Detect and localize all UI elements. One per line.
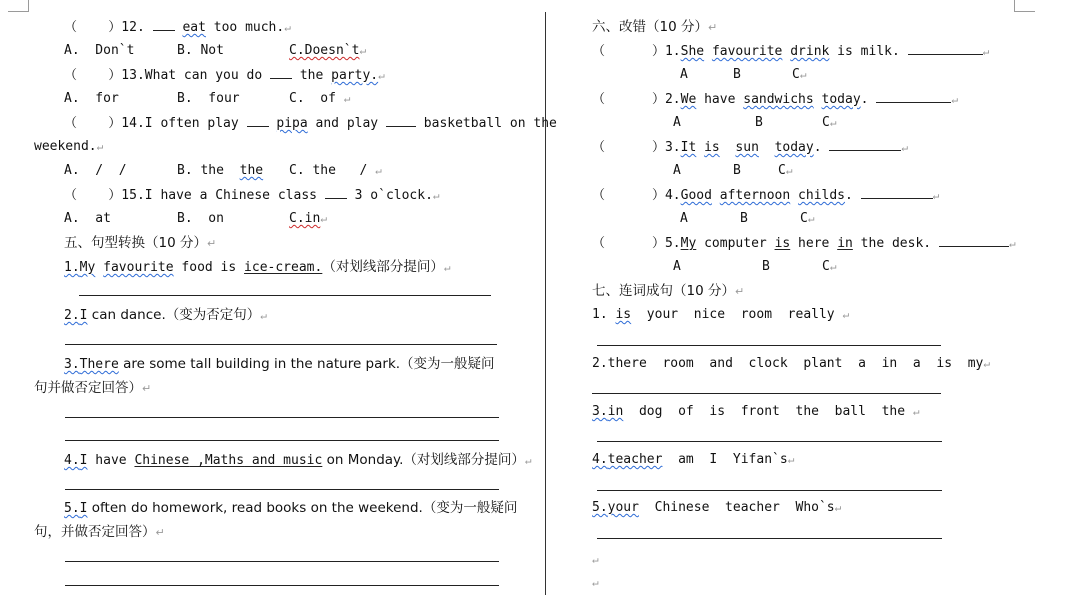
s6-5-label-a: A [673,259,681,274]
s6-1-label-b: B [733,67,741,82]
return-mark: ↵ [787,453,795,466]
q14-prefix: （ ）14.I often play [64,116,247,131]
section-7-title [592,283,744,300]
s5-5-line2-text: 句，并做否定回答） [34,524,156,540]
s5-3-w1: There [79,357,119,372]
return-mark: ↵ [592,576,599,589]
return-mark: ↵ [359,44,367,57]
s6-3-b: sun [735,140,759,155]
s6-3-sep [720,140,736,155]
q14-option-b [177,163,263,179]
answer-line[interactable] [65,344,497,345]
s5-4-mid: have [87,453,135,468]
s7-1-rest: your nice room really [631,307,843,322]
s6-item-5 [592,235,1016,252]
s6-3-sep [759,140,775,155]
s6-3-num: （ ）3. [592,140,681,155]
s7-2-num: 2. [592,356,608,371]
s6-1-a: She [680,44,705,59]
s6-3-sep [696,140,704,155]
s6-item-4 [592,187,939,204]
q13-option-c [289,91,350,107]
s6-2-b: sandwichs [743,92,814,107]
page-corner-mark [8,0,29,12]
s5-item-5 [64,500,517,517]
q12-option-c [289,43,366,59]
s6-3-rest: . [813,140,830,155]
s6-1-num: （ ）1. [592,44,681,59]
return-mark: ↵ [829,116,837,129]
s6-4-c: childs [798,188,846,203]
q12-blank [153,19,175,31]
q14-blank-1 [247,115,269,127]
s6-item-3 [592,139,908,156]
s5-1-note: （对划线部分提问） [322,259,444,275]
answer-line[interactable] [65,561,499,562]
s6-5-answer-blank[interactable] [939,235,1009,247]
answer-line[interactable] [65,585,499,586]
return-mark: ↵ [96,140,104,153]
s6-4-label-c-text: C [800,211,808,226]
s6-4-label-a: A [680,211,688,226]
s7-item-3 [592,404,920,420]
s6-2-c: today [821,92,861,107]
s6-1-label-a: A [680,67,688,82]
q14-option-a: A. / / [64,163,127,178]
q12-option-b: B. Not [177,43,224,58]
s7-item-4 [592,452,794,468]
s5-4-u3: and music [244,453,323,468]
q14-option-c-text: C. the / [289,163,368,178]
return-mark: ↵ [932,189,940,202]
s5-4-u1: Chinese [134,453,190,468]
s5-3-rest: are some tall building in the nature park.（变为一般疑问 [118,356,495,372]
s6-4-rest: . [845,188,861,203]
q14-middle: and play [307,116,386,131]
s5-5-w1: I [79,501,88,516]
return-mark: ↵ [983,357,990,370]
q14-continuation [34,139,103,155]
s6-5-sep: computer [696,236,775,251]
s6-3-c: today [774,140,814,155]
question-14 [64,115,557,132]
q14-option-b-text: B. the [177,163,224,178]
return-mark: ↵ [155,526,165,539]
q15-option-b: B. on [177,211,224,226]
s5-3-line2-text: 句并做否定回答） [34,380,142,396]
s6-2-label-b: B [755,115,763,130]
return-mark: ↵ [524,454,532,467]
s6-4-b: afternoon [719,188,791,203]
q12-prefix: （ ）12. [64,20,153,35]
q13-prefix: （ ）13.What can you do [64,68,271,83]
s7-3-rest: dog of is front the ball the [623,404,913,419]
s6-5-label-b: B [762,259,770,274]
q15-option-c [289,211,327,227]
q14-option-b-word: the [239,163,264,178]
return-mark: ↵ [901,141,908,154]
q13-option-b: B. four [177,91,240,106]
s6-3-a2: is [704,140,720,155]
s6-1-label-c [792,67,806,83]
s5-4-u2: ,Maths [189,453,245,468]
s7-1-num: 1. [592,307,608,322]
s5-1-target: ice-cream. [244,260,323,275]
s6-4-sep [790,188,798,203]
section-5-title-text: 五、句型转换（10 分） [64,235,207,251]
s7-item-1 [592,307,849,323]
q14-word: pipa [276,116,308,131]
answer-line[interactable] [65,489,499,490]
return-mark: ↵ [799,68,807,81]
s5-item-1 [64,259,450,276]
q13-option-a: A. for [64,91,119,106]
return-mark: ↵ [912,405,920,418]
s5-2-rest: can dance.（变为否定句） [87,307,261,323]
q13-option-c-text: C. of [289,91,336,106]
q14-option-c [289,163,382,179]
s6-5-a: My [680,236,697,251]
answer-line[interactable] [597,490,942,491]
s5-item-3 [64,356,495,373]
q13-word: party. [331,68,379,83]
q13-mid: the [292,68,332,83]
s7-5-first: your [607,500,639,515]
q14-rest: basketball on the [415,116,557,131]
s5-1-w1: My [79,260,96,275]
s6-4-label-b: B [740,211,748,226]
return-mark: ↵ [829,260,837,273]
return-mark: ↵ [443,261,451,274]
s6-item-2 [592,91,958,108]
return-mark: ↵ [785,164,793,177]
q13-blank [270,67,292,79]
question-13 [64,67,385,84]
s7-item-5 [592,500,841,516]
s6-3-a1: It [680,140,697,155]
s5-5-rest: often do homework, read books on the weekend.（变为一般疑问 [87,500,518,516]
return-mark: ↵ [320,212,327,225]
s7-4-rest: am I Yifan`s [662,452,788,467]
s6-3-answer-blank[interactable] [829,139,901,151]
s7-2-rest: room and clock plant a in a is my [646,356,984,371]
s7-1-first: is [615,307,632,322]
s6-4-label-c [800,211,814,227]
q12-word: eat [182,20,206,35]
s6-3-label-b: B [733,163,741,178]
return-mark: ↵ [982,45,990,58]
s7-item-2 [592,356,990,372]
s6-2-sep [814,92,822,107]
s6-5-label-c-text: C [822,259,830,274]
return-mark: ↵ [343,92,351,105]
q12-option-c-text: C.Doesn`t [289,43,360,58]
return-mark: ↵ [951,93,958,106]
s6-2-num: （ ）2. [592,92,681,107]
s5-1-w2: favourite [103,260,174,275]
answer-line[interactable] [597,441,942,442]
s6-3-label-c-text: C [778,163,786,178]
s6-5-b: is [774,236,791,251]
answer-line[interactable] [65,440,499,441]
s5-1-num: 1. [64,260,80,275]
s7-4-first: teacher [607,452,663,467]
return-mark: ↵ [834,501,842,514]
question-15 [64,187,440,204]
q15-option-a: A. at [64,211,111,226]
return-mark: ↵ [375,164,382,177]
column-divider [545,12,546,595]
s6-1-rest: is milk. [829,44,908,59]
answer-line[interactable] [597,345,941,346]
s6-2-a: We [680,92,697,107]
s5-item-5-line2 [34,524,165,541]
s7-3-num: 3. [592,404,608,419]
return-mark: ↵ [378,69,385,82]
s6-1-sep [704,44,712,59]
s6-2-label-c-text: C [822,115,830,130]
answer-line[interactable] [79,295,491,296]
return-mark: ↵ [432,189,440,202]
s5-4-rest: on Monday.（对划线部分提问） [322,452,525,468]
q15-prefix: （ ）15.I have a Chinese class [64,188,325,203]
return-mark: ↵ [842,308,850,321]
s6-1-c: drink [790,44,830,59]
s6-2-rest: . [860,92,877,107]
return-mark: ↵ [707,21,718,34]
question-12 [64,19,291,36]
answer-line[interactable] [65,417,499,418]
s6-1-b: favourite [711,44,783,59]
s6-1-label-c-text: C [792,67,800,82]
return-mark: ↵ [807,212,815,225]
return-mark: ↵ [142,382,152,395]
return-mark: ↵ [206,237,217,250]
answer-line[interactable] [592,393,941,394]
s6-4-num: （ ）4. [592,188,681,203]
q15-rest: 3 o`clock. [346,188,433,203]
s5-4-num: 4. [64,453,80,468]
s6-5-num: （ ）5. [592,236,681,251]
s6-2-answer-blank[interactable] [876,91,951,103]
s6-4-answer-blank[interactable] [861,187,933,199]
s6-4-a: Good [680,188,712,203]
s6-5-c: in [837,236,853,251]
s6-2-label-c [822,115,836,131]
s6-item-1 [592,43,989,60]
s6-5-sep: here [790,236,838,251]
s5-2-num: 2. [64,308,80,323]
s6-5-rest: the desk. [852,236,939,251]
q15-blank [325,187,347,199]
s6-3-label-c [778,163,792,179]
s6-5-label-c [822,259,836,275]
s5-5-num: 5. [64,501,80,516]
section-5-title [64,235,216,252]
return-mark: ↵ [284,21,291,34]
section-6-title [592,19,717,36]
return-mark: ↵ [734,285,745,298]
s5-item-3-line2 [34,380,151,397]
s6-1-answer-blank[interactable] [908,43,983,55]
q14-blank-2 [386,115,416,127]
s7-5-rest: Chinese teacher Who`s [638,500,835,515]
return-mark: ↵ [592,553,599,566]
s6-2-sep: have [696,92,744,107]
q12-rest: too much. [205,20,285,35]
section-7-title-text: 七、连词成句（10 分） [592,283,735,299]
section-6-title-text: 六、改错（10 分） [592,19,708,35]
s5-item-4 [64,452,532,469]
q14-continuation-text: weekend. [34,139,97,154]
s7-5-num: 5. [592,500,608,515]
q12-option-a: A. Don`t [64,43,135,58]
return-mark: ↵ [1008,237,1016,250]
q15-option-c-text: C.in [289,211,321,226]
s5-1-mid: food is [173,260,245,275]
s7-4-num: 4. [592,452,608,467]
s5-2-w1: I [79,308,88,323]
return-mark: ↵ [260,309,267,322]
s7-2-first: there [607,356,647,371]
s6-3-label-a: A [673,163,681,178]
page-corner-mark [1014,0,1035,12]
s5-4-w1: I [79,453,88,468]
answer-line[interactable] [597,538,942,539]
s6-2-label-a: A [673,115,681,130]
s5-item-2 [64,307,267,324]
s6-4-sep [712,188,720,203]
s5-3-num: 3. [64,357,80,372]
s7-3-first: in [607,404,624,419]
